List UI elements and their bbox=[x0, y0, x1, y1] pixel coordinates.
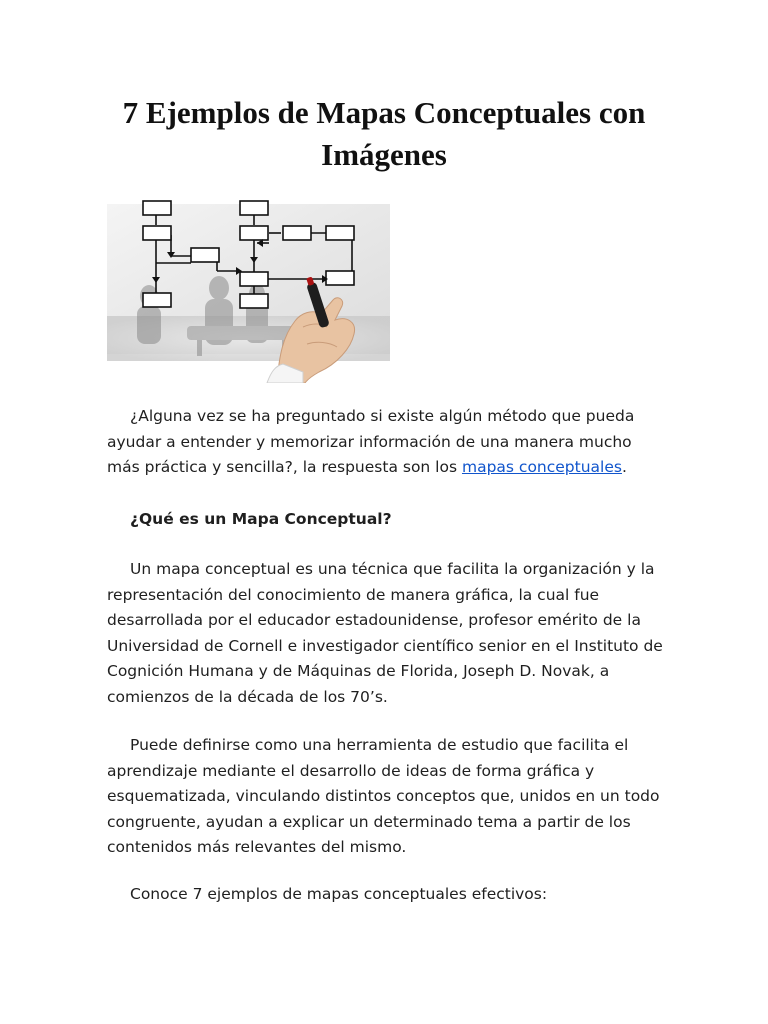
section-heading: ¿Qué es un Mapa Conceptual? bbox=[130, 510, 392, 528]
examples-intro-paragraph: Conoce 7 ejemplos de mapas conceptuales efectivos: bbox=[130, 885, 548, 903]
flowchart-hand-image bbox=[107, 196, 390, 383]
intro-text-end: . bbox=[621, 458, 627, 476]
mapas-conceptuales-link[interactable]: mapas conceptuales bbox=[461, 458, 622, 476]
intro-paragraph bbox=[107, 404, 667, 481]
definition-paragraph: Un mapa conceptual es una técnica que facilita la organización y la representación del conocimiento de manera gráfica, la cual fue desarrollada por el educador estadounidense, profesor emérito de la Universidad de Cornell e investigador científico senior en el Instituto de Cognición Humana y de Máquinas de Florida, Joseph D. Novak, a comienzos de la década de los 70’s. bbox=[107, 560, 663, 706]
intro-text: ¿Alguna vez se ha preguntado si existe algún método que pueda ayudar a entender y memorizar información de una manera mucho más práctica y sencilla?, la respuesta son los bbox=[107, 407, 635, 476]
tool-description-paragraph: Puede definirse como una herramienta de estudio que facilita el aprendizaje mediante el desarrollo de ideas de forma gráfica y esquematizada, vinculando distintos conceptos que, unidos en un todo congruente, ayudan a explicar un determinado tema a partir de los contenidos más relevantes del mismo. bbox=[107, 736, 660, 856]
page-title: 7 Ejemplos de Mapas Conceptuales con Imágenes bbox=[122, 95, 646, 172]
